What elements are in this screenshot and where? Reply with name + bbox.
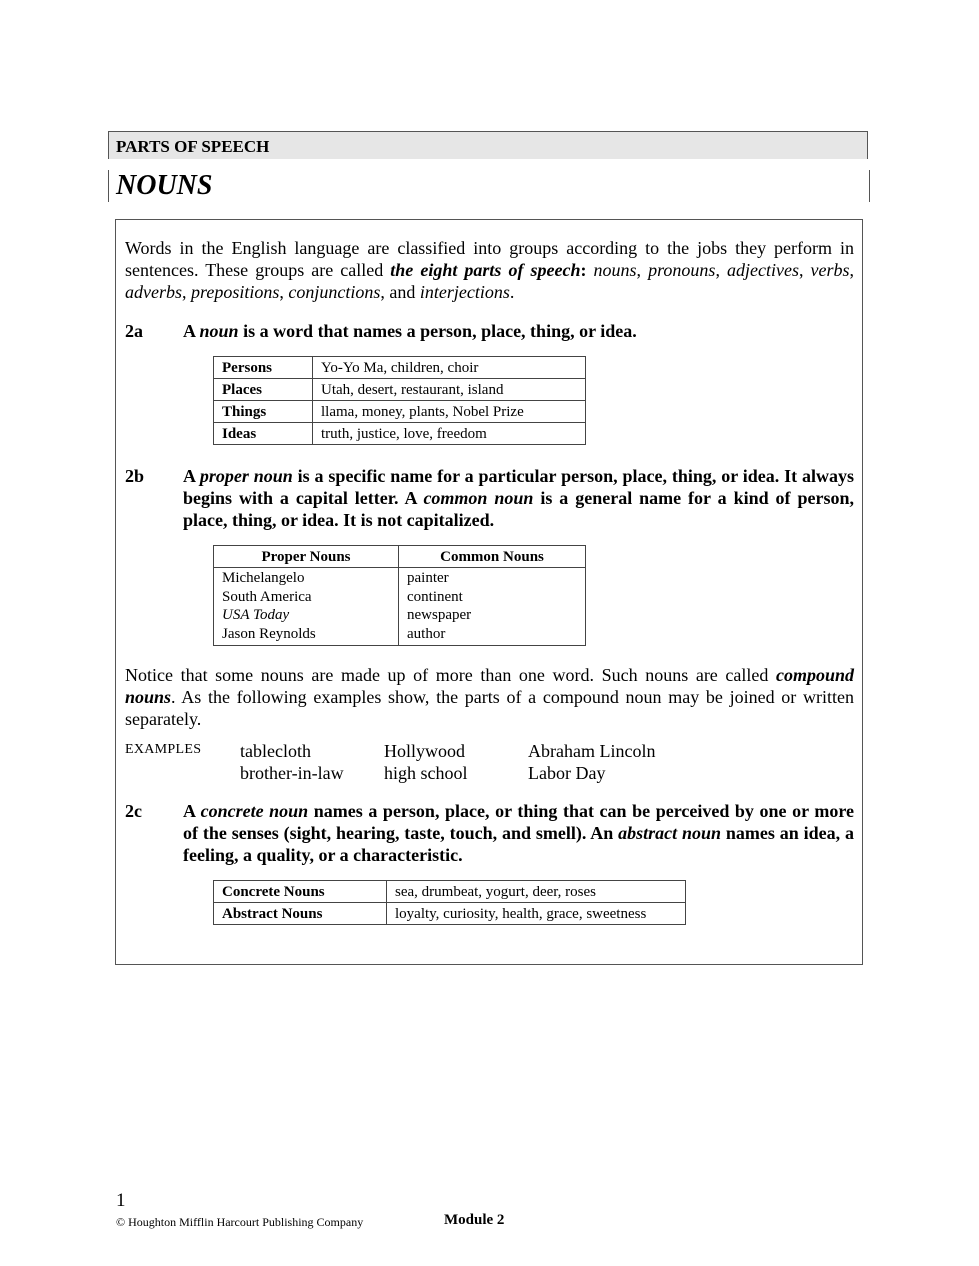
table-row: Abstract Nouns loyalty, curiosity, health, grace, sweetness: [214, 903, 686, 925]
concrete-abstract-table: [213, 880, 686, 925]
intro-term: the eight parts of speech: [390, 260, 581, 280]
title-row: [108, 170, 870, 202]
examples-label: EXAMPLES: [125, 742, 202, 757]
example-word: Labor Day: [528, 763, 606, 783]
rule-2b-number: 2b: [125, 466, 145, 486]
section-header: PARTS OF SPEECH: [108, 131, 868, 159]
rule-2c-text: A concrete noun names a person, place, or thing that can be perceived by one or more of the senses (sight, hearing, taste, touch, and smell). An abstract noun names an idea, a feeling, a quality, or a characteristic.: [183, 801, 854, 865]
table-row: Persons Yo-Yo Ma, children, choir: [214, 357, 586, 379]
table-row: Things llama, money, plants, Nobel Prize: [214, 401, 586, 423]
example-word: Hollywood: [384, 741, 465, 761]
table-row: Concrete Nouns sea, drumbeat, yogurt, deer, roses: [214, 881, 686, 903]
proper-common-table: [213, 545, 586, 646]
page-number: 1: [116, 1190, 126, 1211]
rule-2c-number: 2c: [125, 801, 142, 821]
table-row: Michelangelo South America USA Today Jason Reynolds painter continent newspaper author: [214, 568, 586, 646]
content-box: [115, 219, 863, 965]
copyright-notice: © Houghton Mifflin Harcourt Publishing Company: [116, 1215, 364, 1229]
compound-paragraph: Notice that some nouns are made up of more than one word. Such nouns are called compound nouns. As the following examples show, the parts of a compound noun may be joined or written separately.: [125, 665, 854, 729]
table-row: Ideas truth, justice, love, freedom: [214, 423, 586, 445]
intro-paragraph: Words in the English language are classified into groups according to the jobs they perform in sentences. These groups are called the eight parts of speech: nouns, pronouns, adjectives, verbs, adverbs, prepositions, conjunctions, and interjections.: [125, 238, 854, 302]
example-word: tablecloth: [240, 741, 311, 761]
table-header-row: Proper Nouns Common Nouns: [214, 546, 586, 568]
table-row: Places Utah, desert, restaurant, island: [214, 379, 586, 401]
page-title: NOUNS: [116, 170, 213, 201]
rule-2a-number: 2a: [125, 321, 143, 341]
rule-2a-text: A noun is a word that names a person, place, thing, or idea.: [183, 321, 637, 341]
example-word: high school: [384, 763, 468, 783]
example-word: Abraham Lincoln: [528, 741, 656, 761]
example-word: brother-in-law: [240, 763, 344, 783]
noun-types-table: [213, 356, 586, 445]
rule-2b-text: A proper noun is a specific name for a particular person, place, thing, or idea. It always begins with a capital letter. A common noun is a general name for a kind of person, place, thing, or idea. It is not capitalized.: [183, 466, 854, 530]
module-label: Module 2: [444, 1212, 505, 1228]
